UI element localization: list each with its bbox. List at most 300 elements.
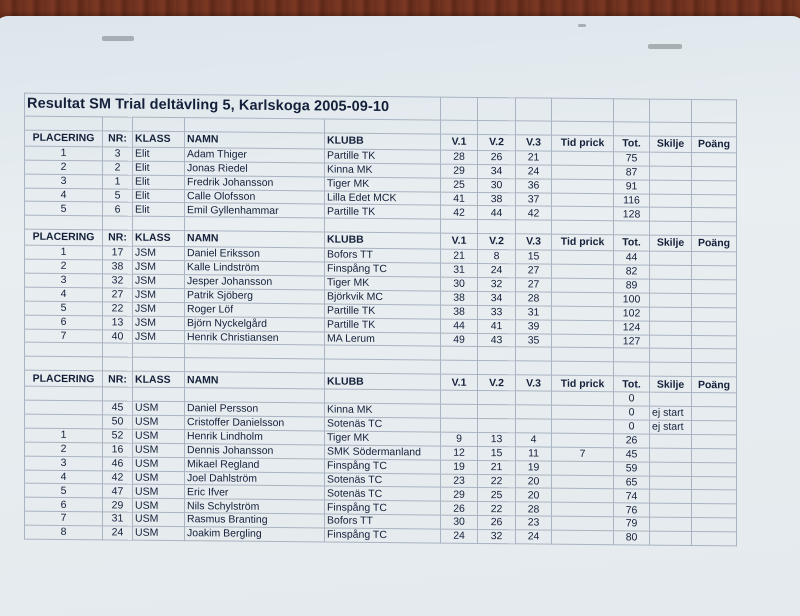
table-cell: Finspång TC (325, 528, 441, 543)
table-cell (650, 293, 692, 307)
table-cell: 44 (614, 251, 650, 265)
table-cell: Partille TK (325, 149, 441, 164)
table-cell: 35 (516, 333, 552, 347)
empty-cell (614, 348, 650, 362)
table-cell: 34 (478, 164, 516, 178)
table-cell (692, 518, 737, 532)
table-cell: Elit (133, 203, 185, 217)
table-cell (25, 400, 103, 415)
table-cell (650, 462, 692, 476)
table-cell: Kinna MK (325, 403, 441, 418)
table-cell (516, 405, 552, 419)
table-cell: Elit (133, 175, 185, 189)
table-cell (692, 180, 737, 194)
empty-cell (441, 347, 478, 361)
table-cell: Kinna MK (325, 163, 441, 178)
table-cell (552, 419, 614, 433)
table-cell: 12 (441, 446, 478, 460)
empty-cell (552, 362, 614, 376)
table-cell (552, 334, 614, 348)
table-cell: ej start (650, 420, 692, 434)
table-cell: USM (133, 471, 185, 485)
table-cell: 4 (25, 287, 103, 302)
table-cell: JSM (133, 288, 185, 302)
table-cell: 5 (25, 202, 103, 217)
results-table (24, 93, 737, 547)
table-cell: Cristoffer Danielsson (185, 416, 325, 431)
table-cell: 4 (25, 188, 103, 203)
table-cell: 8 (478, 250, 516, 264)
empty-cell (25, 215, 103, 230)
table-cell: Joakim Bergling (185, 527, 325, 542)
column-header: Tot. (614, 235, 650, 251)
table-cell: Emil Gyllenhammar (185, 203, 325, 218)
table-cell: Björkvik MC (325, 290, 441, 305)
table-cell: JSM (133, 274, 185, 288)
table-cell (650, 208, 692, 222)
table-cell: 4 (25, 470, 103, 485)
column-header: Poäng (692, 236, 737, 252)
empty-cell (441, 120, 478, 134)
table-cell (692, 476, 737, 490)
empty-cell (614, 122, 650, 136)
table-cell: Finspång TC (325, 459, 441, 474)
table-cell (133, 387, 185, 401)
empty-cell (25, 116, 103, 131)
empty-cell (516, 361, 552, 375)
table-cell (441, 390, 478, 404)
table-cell: Partille TK (325, 318, 441, 333)
table-cell (552, 179, 614, 193)
table-cell (692, 448, 737, 462)
table-cell (552, 165, 614, 179)
table-cell: USM (133, 429, 185, 443)
table-cell: USM (133, 498, 185, 512)
table-cell: 26 (478, 150, 516, 164)
table-cell: Partille TK (325, 204, 441, 219)
table-cell (552, 489, 614, 503)
tape-strip-right (648, 44, 682, 49)
table-cell: 39 (516, 319, 552, 333)
table-cell: 6 (25, 315, 103, 330)
table-cell (650, 335, 692, 349)
empty-cell (103, 216, 133, 230)
table-cell (552, 433, 614, 447)
table-cell: 3 (25, 174, 103, 189)
table-cell: 13 (103, 316, 133, 330)
table-cell (692, 293, 737, 307)
column-header: Poäng (692, 136, 737, 152)
empty-cell (133, 117, 185, 131)
empty-cell (692, 122, 737, 136)
column-header: NR: (103, 230, 133, 246)
table-cell: Daniel Persson (185, 402, 325, 417)
table-cell (650, 476, 692, 490)
table-cell: Finspång TC (325, 500, 441, 515)
table-cell (552, 530, 614, 544)
table-cell: 0 (614, 420, 650, 434)
table-cell: Eric Ifver (185, 485, 325, 500)
table-cell: 45 (614, 448, 650, 462)
column-header: KLASS (133, 131, 185, 147)
table-cell: Dennis Johansson (185, 443, 325, 458)
empty-cell (516, 98, 552, 121)
table-cell (650, 531, 692, 545)
table-cell: 7 (25, 329, 103, 344)
empty-cell (103, 343, 133, 357)
table-cell (103, 387, 133, 401)
empty-cell (478, 361, 516, 375)
table-cell (552, 405, 614, 419)
table-cell (25, 414, 103, 429)
table-cell: 3 (25, 456, 103, 471)
table-cell: 45 (103, 401, 133, 415)
table-cell: 24 (103, 526, 133, 540)
table-cell: 24 (516, 165, 552, 179)
table-cell (552, 391, 614, 405)
table-cell: 1 (25, 146, 103, 161)
table-cell (692, 266, 737, 280)
table-cell (185, 388, 325, 403)
table-cell (552, 306, 614, 320)
table-cell: 15 (516, 250, 552, 264)
table-cell: 41 (478, 319, 516, 333)
table-cell: 16 (103, 443, 133, 457)
table-cell: 42 (103, 470, 133, 484)
table-cell: 6 (103, 202, 133, 216)
empty-cell (133, 344, 185, 358)
table-cell: 41 (441, 192, 478, 206)
table-cell: Elit (133, 189, 185, 203)
empty-cell (692, 99, 737, 122)
table-cell: 38 (478, 192, 516, 206)
table-cell: 89 (614, 279, 650, 293)
table-cell: Lilla Edet MCK (325, 191, 441, 206)
table-cell: JSM (133, 330, 185, 344)
table-cell: SMK Södermanland (325, 445, 441, 460)
column-header: V.3 (516, 375, 552, 391)
column-header: NAMN (185, 231, 325, 248)
table-cell: Calle Olofsson (185, 189, 325, 204)
table-cell: ej start (650, 406, 692, 420)
table-cell: 46 (103, 457, 133, 471)
table-cell: Sotenäs TC (325, 486, 441, 501)
table-cell: 44 (478, 206, 516, 220)
empty-cell (516, 220, 552, 234)
table-cell (650, 279, 692, 293)
table-cell: 79 (614, 517, 650, 531)
empty-cell (185, 217, 325, 232)
table-cell: Tiger MK (325, 177, 441, 192)
column-header: KLUBB (325, 232, 441, 249)
empty-cell (552, 348, 614, 362)
table-cell: Daniel Eriksson (185, 247, 325, 262)
table-cell: 13 (478, 432, 516, 446)
table-cell: 31 (103, 512, 133, 526)
column-header: Poäng (692, 377, 737, 393)
column-header: Tid prick (552, 135, 614, 152)
table-cell: 3 (25, 273, 103, 288)
table-cell (516, 391, 552, 405)
results-sheet (24, 93, 736, 544)
table-cell: 124 (614, 320, 650, 334)
table-cell: 2 (103, 161, 133, 175)
table-cell: Kalle Lindström (185, 261, 325, 276)
table-cell: JSM (133, 260, 185, 274)
table-cell: 9 (441, 432, 478, 446)
table-cell: 65 (614, 475, 650, 489)
table-cell: Patrik Sjöberg (185, 289, 325, 304)
table-cell (692, 194, 737, 208)
column-header: KLASS (133, 371, 185, 387)
table-cell: 49 (441, 333, 478, 347)
table-cell (441, 404, 478, 418)
column-header: Tid prick (552, 234, 614, 251)
table-cell: 52 (103, 429, 133, 443)
table-cell: 1 (25, 245, 103, 260)
tape-fragment (578, 24, 586, 27)
table-cell: Rasmus Branting (185, 513, 325, 528)
column-header: V.1 (441, 374, 478, 390)
table-cell: 91 (614, 179, 650, 193)
table-cell (25, 386, 103, 401)
table-cell: 25 (441, 178, 478, 192)
table-cell: 1 (25, 428, 103, 443)
empty-cell (614, 362, 650, 376)
table-cell: 31 (516, 306, 552, 320)
table-cell (692, 166, 737, 180)
table-cell: Bofors TT (325, 248, 441, 263)
table-cell: 76 (614, 503, 650, 517)
table-cell: 30 (478, 178, 516, 192)
empty-cell (441, 219, 478, 233)
table-cell: 22 (478, 502, 516, 516)
table-cell: Roger Löf (185, 302, 325, 317)
table-cell: 29 (103, 498, 133, 512)
empty-cell (441, 360, 478, 374)
table-cell (692, 280, 737, 294)
table-cell: 25 (478, 488, 516, 502)
table-cell (650, 307, 692, 321)
table-cell: 28 (516, 502, 552, 516)
table-cell: USM (133, 457, 185, 471)
table-cell (552, 516, 614, 530)
empty-cell (516, 347, 552, 361)
column-header: V.2 (478, 234, 516, 250)
table-cell (650, 321, 692, 335)
table-cell: 21 (516, 151, 552, 165)
empty-cell (133, 216, 185, 230)
empty-cell (650, 362, 692, 376)
table-cell (650, 503, 692, 517)
column-header: NR: (103, 371, 133, 387)
table-cell (552, 503, 614, 517)
column-header: Tot. (614, 136, 650, 152)
table-cell: USM (133, 526, 185, 540)
table-cell: 32 (478, 530, 516, 544)
table-cell (692, 532, 737, 546)
table-cell: 26 (614, 434, 650, 448)
table-cell: 40 (103, 329, 133, 343)
empty-cell (692, 222, 737, 236)
table-cell (650, 490, 692, 504)
table-cell (692, 421, 737, 435)
empty-cell (185, 344, 325, 359)
table-cell: 38 (441, 291, 478, 305)
empty-cell (552, 220, 614, 234)
column-header: Skilje (650, 376, 692, 392)
table-cell: 29 (441, 488, 478, 502)
table-cell: 27 (516, 264, 552, 278)
table-cell (552, 264, 614, 278)
table-cell (552, 278, 614, 292)
table-cell: 5 (25, 484, 103, 499)
table-cell: Adam Thiger (185, 148, 325, 163)
table-cell: 5 (25, 301, 103, 316)
table-cell (692, 321, 737, 335)
empty-cell (692, 363, 737, 377)
column-header: Tot. (614, 376, 650, 392)
table-cell (650, 434, 692, 448)
table-cell: 17 (103, 246, 133, 260)
table-cell: 23 (516, 516, 552, 530)
table-cell: 2 (25, 442, 103, 457)
empty-cell (692, 349, 737, 363)
empty-cell (478, 120, 516, 134)
empty-cell (133, 357, 185, 371)
table-cell: 23 (441, 474, 478, 488)
table-cell: Sotenäs TC (325, 473, 441, 488)
table-cell: 3 (103, 147, 133, 161)
empty-cell (325, 218, 441, 233)
table-cell: Sotenäs TC (325, 417, 441, 432)
table-cell (478, 405, 516, 419)
table-cell (552, 151, 614, 165)
table-cell: Tiger MK (325, 431, 441, 446)
table-cell: 87 (614, 166, 650, 180)
table-cell: 28 (516, 292, 552, 306)
table-cell: 127 (614, 334, 650, 348)
table-cell: 42 (516, 206, 552, 220)
table-cell: 100 (614, 293, 650, 307)
table-cell (650, 194, 692, 208)
table-cell: 0 (614, 406, 650, 420)
empty-cell (650, 122, 692, 136)
table-cell (650, 251, 692, 265)
column-header: PLACERING (25, 229, 103, 246)
table-cell: 42 (441, 206, 478, 220)
column-header: PLACERING (25, 130, 103, 147)
empty-cell (185, 358, 325, 373)
table-cell: 74 (614, 489, 650, 503)
table-cell (650, 152, 692, 166)
column-header: V.1 (441, 134, 478, 150)
table-cell (692, 335, 737, 349)
table-cell (692, 208, 737, 222)
table-cell: Mikael Regland (185, 457, 325, 472)
table-cell: Elit (133, 147, 185, 161)
table-cell (650, 392, 692, 406)
table-cell: Nils Schylström (185, 499, 325, 514)
table-cell: 50 (103, 415, 133, 429)
column-header: V.3 (516, 135, 552, 151)
empty-cell (552, 121, 614, 135)
table-cell: 5 (103, 188, 133, 202)
page-title: Resultat SM Trial deltävling 5, Karlskoga 2005-09-10 (27, 95, 390, 116)
table-cell: 34 (478, 291, 516, 305)
table-cell: 21 (441, 249, 478, 263)
table-cell (552, 292, 614, 306)
empty-cell (478, 220, 516, 234)
table-cell: 128 (614, 207, 650, 221)
table-cell: 31 (441, 263, 478, 277)
table-cell (692, 407, 737, 421)
table-cell: 75 (614, 152, 650, 166)
table-cell (692, 252, 737, 266)
table-cell: 24 (441, 529, 478, 543)
table-cell: Elit (133, 161, 185, 175)
table-cell (552, 250, 614, 264)
table-cell: 20 (516, 474, 552, 488)
empty-cell (614, 99, 650, 122)
column-header: NR: (103, 131, 133, 147)
table-cell (692, 307, 737, 321)
table-cell: 15 (478, 446, 516, 460)
table-cell (692, 462, 737, 476)
column-header: KLASS (133, 230, 185, 246)
table-cell: 24 (478, 264, 516, 278)
table-cell: USM (133, 443, 185, 457)
empty-cell (650, 99, 692, 122)
table-cell: MA Lerum (325, 332, 441, 347)
table-cell (692, 393, 737, 407)
column-header: V.3 (516, 234, 552, 250)
empty-cell (478, 97, 516, 120)
table-cell (325, 389, 441, 404)
table-cell: 20 (516, 488, 552, 502)
table-cell: 2 (25, 259, 103, 274)
column-header: KLUBB (325, 373, 441, 390)
table-cell: 36 (516, 178, 552, 192)
empty-cell (185, 118, 325, 133)
table-cell: 19 (441, 460, 478, 474)
tape-strip-left (102, 36, 134, 41)
empty-cell (614, 221, 650, 235)
table-cell: 1 (103, 175, 133, 189)
table-cell: 47 (103, 484, 133, 498)
table-cell: 11 (516, 447, 552, 461)
table-cell: 7 (552, 447, 614, 461)
empty-cell (325, 359, 441, 374)
table-cell: Partille TK (325, 304, 441, 319)
table-cell: 59 (614, 461, 650, 475)
table-cell: 6 (25, 497, 103, 512)
table-cell: USM (133, 512, 185, 526)
table-cell: 37 (516, 192, 552, 206)
table-cell (692, 490, 737, 504)
table-cell: JSM (133, 316, 185, 330)
empty-cell (25, 356, 103, 371)
table-cell (552, 193, 614, 207)
table-cell: 33 (478, 305, 516, 319)
column-header: V.2 (478, 375, 516, 391)
table-cell: 4 (516, 433, 552, 447)
table-cell: 24 (516, 530, 552, 544)
table-cell: Jesper Johansson (185, 275, 325, 290)
empty-cell (552, 98, 614, 122)
empty-cell (516, 121, 552, 135)
table-cell (692, 504, 737, 518)
